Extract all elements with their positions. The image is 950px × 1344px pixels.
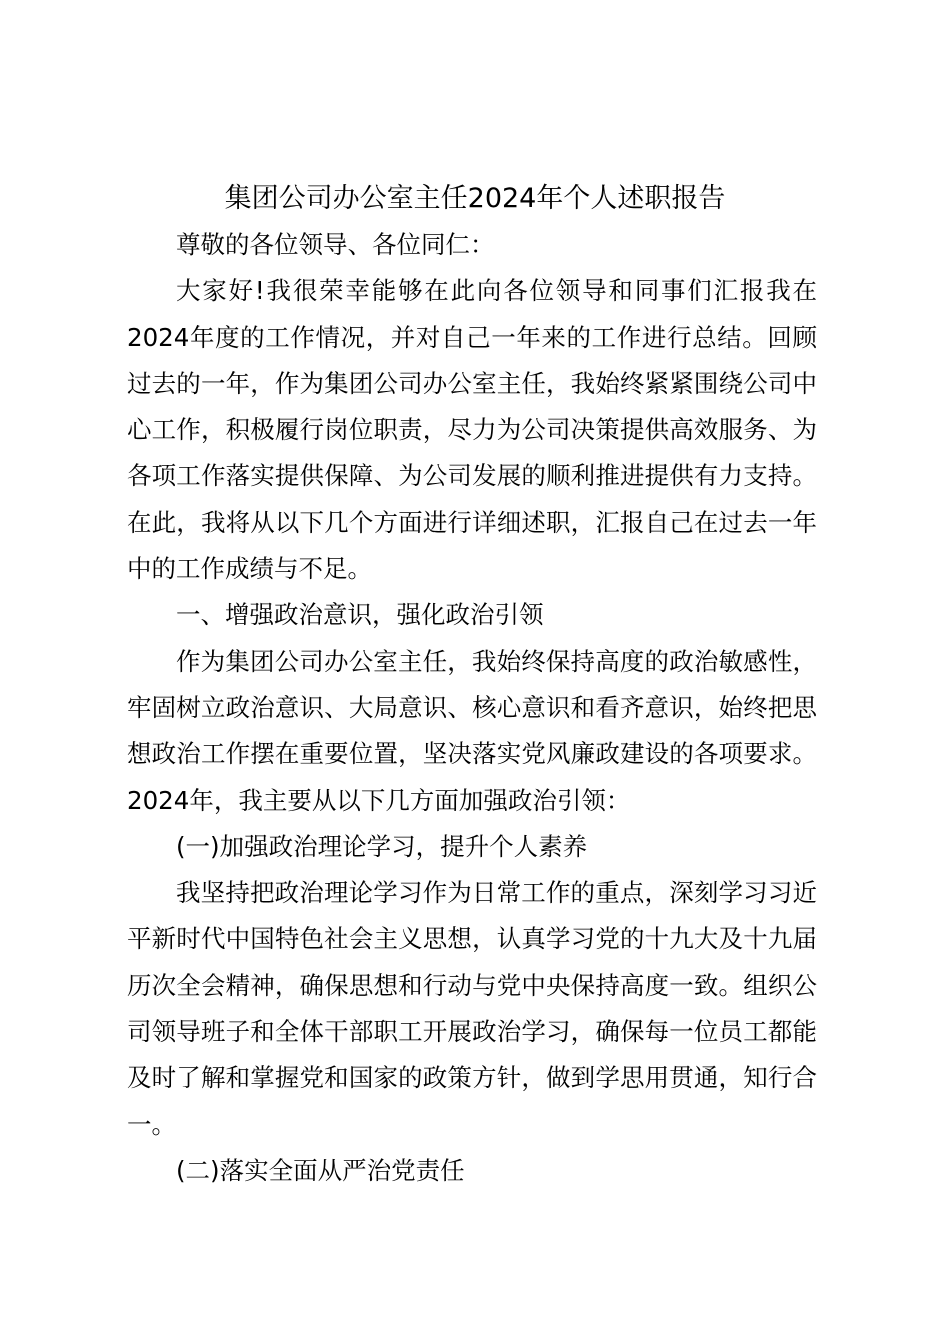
section-1-heading: 一、增强政治意识，强化政治引领 [176,600,544,630]
document-body [127,222,817,1194]
subsection-1-paragraph: 我坚持把政治理论学习作为日常工作的重点，深刻学习习近平新时代中国特色社会主义思想，认真学习党的十九大及十九届历次全会精神，确保思想和行动与党中央保持高度一致。组织公司领导班子和全体干部职工开展政治学习，确保每一位员工都能及时了解和掌握党和国家的政策方针，做到学思用贯通，知行合一。 [127,878,817,1139]
section-1-paragraph: 作为集团公司办公室主任，我始终保持高度的政治敏感性，牢固树立政治意识、大局意识、核心意识和看齐意识，始终把思想政治工作摆在重要位置，坚决落实党风廉政建设的各项要求。2024年，我主要从以下几方面加强政治引领： [127,646,817,815]
intro-paragraph: 大家好!我很荣幸能够在此向各位领导和同事们汇报我在2024年度的工作情况，并对自己一年来的工作进行总结。回顾过去的一年，作为集团公司办公室主任，我始终紧紧围绕公司中心工作，积极履行岗位职责，尽力为公司决策提供高效服务、为各项工作落实提供保障、为公司发展的顺利推进提供有力支持。在此，我将从以下几个方面进行详细述职，汇报自己在过去一年中的工作成绩与不足。 [127,276,817,584]
salutation: 尊敬的各位领导、各位同仁： [176,230,495,259]
document-title: 集团公司办公室主任2024年个人述职报告 [224,183,726,214]
subsection-1-heading: (一)加强政治理论学习，提升个人素养 [176,831,588,861]
subsection-2-heading: (二)落实全面从严治党责任 [176,1155,465,1185]
